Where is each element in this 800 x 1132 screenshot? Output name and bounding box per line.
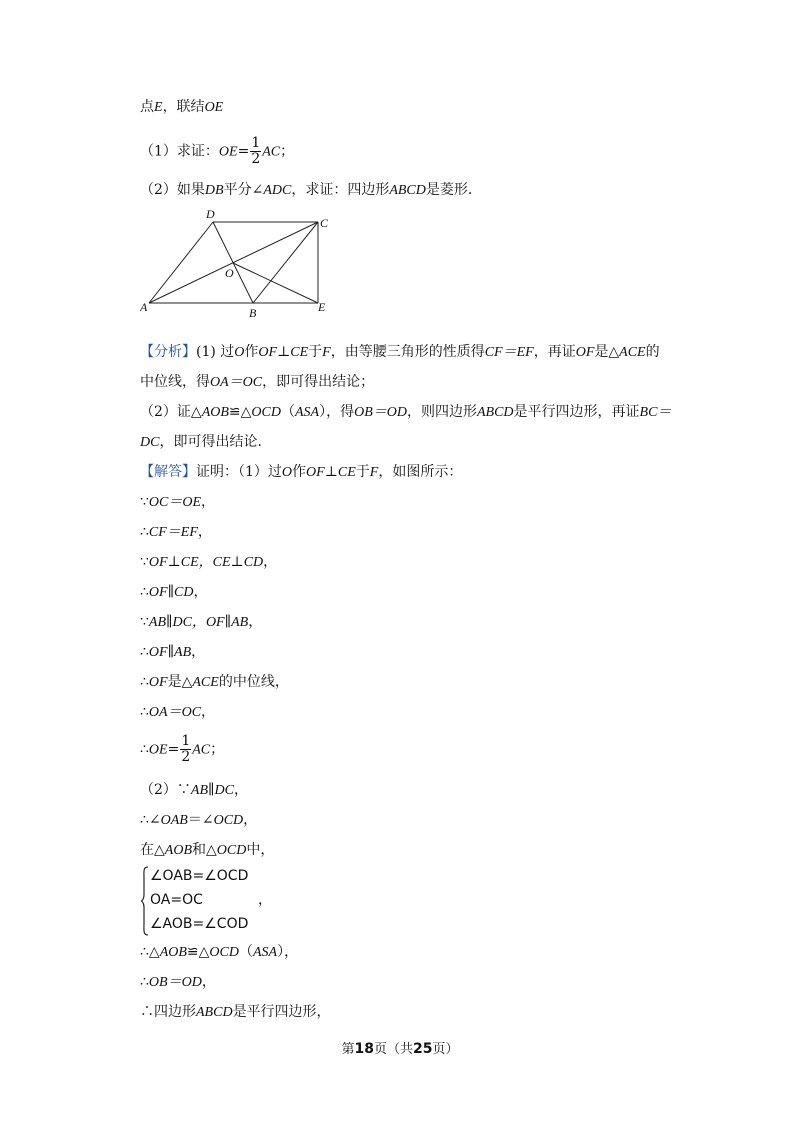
part-2-line-3: 在△AOB和△OCD中， <box>140 842 275 858</box>
label-a: A <box>140 300 148 314</box>
segment-oe <box>233 263 318 303</box>
solution-line-1: 【解答】证明：（1）过O作OF⊥CE于F，如图所示： <box>140 464 463 480</box>
segment-ad <box>149 222 213 303</box>
fraction-half: $\frac{1}{2}$ <box>251 135 261 167</box>
label-e: E <box>318 300 326 314</box>
question-1: （1）求证：OE= $\frac{1}{2}$ AC； <box>140 135 295 167</box>
segment-bc <box>253 222 318 303</box>
analysis-line-1: 【分析】(1) 过O作OF⊥CE于F，由等腰三角形的性质得CF＝EF，再证OF是△ACE的 <box>140 344 660 360</box>
analysis-line-3: （2）证△AOB≌△OCD（ASA），得OB＝OD，则四边形ABCD是平行四边形，再证BC＝ <box>140 404 672 420</box>
label-o: O <box>225 266 234 280</box>
step-9: ∴OE= $\frac{1}{2}$ AC； <box>140 733 225 765</box>
part-2-line-6: ∴四边形ABCD是平行四边形， <box>140 1004 331 1020</box>
part-2-line-1: （2）∵AB∥DC， <box>140 782 248 798</box>
step-3: ∵OF⊥CE，CE⊥CD， <box>140 554 278 570</box>
page-total: 25 <box>413 1041 433 1057</box>
system-row-3: ∠AOB=∠COD <box>150 916 249 932</box>
question-2: （2）如果DB平分∠ADC，求证：四边形ABCD是菱形． <box>140 182 482 198</box>
step-4: ∴OF∥CD， <box>140 584 208 600</box>
analysis-line-2: 中位线，得OA＝OC，即可得出结论； <box>140 374 375 390</box>
label-c: C <box>320 216 329 230</box>
step-7: ∴OF是△ACE的中位线， <box>140 674 289 690</box>
geometry-figure <box>140 205 340 325</box>
step-2: ∴CF＝EF， <box>140 524 212 540</box>
step-5: ∵AB∥DC，OF∥AB， <box>140 614 263 630</box>
page-footer: 第18页（共25页） <box>341 1041 459 1057</box>
fraction-half: $\frac{1}{2}$ <box>181 733 191 765</box>
system-row-2: OA=OC <box>150 892 203 908</box>
label-d: D <box>206 207 215 221</box>
system-comma: ， <box>258 892 272 908</box>
part-2-line-2: ∴∠OAB＝∠OCD， <box>140 812 258 828</box>
part-2-line-5: ∴OB＝OD， <box>140 974 216 990</box>
solution-tag: 【解答】 <box>140 464 196 480</box>
step-8: ∴OA＝OC， <box>140 704 216 720</box>
segment-db <box>213 222 253 303</box>
part-2-line-4: ∴△AOB≌△OCD（ASA）， <box>140 944 299 960</box>
analysis-tag: 【分析】 <box>140 344 196 360</box>
intro-line: 点E，联结OE <box>140 99 224 115</box>
analysis-line-4: DC，即可得出结论． <box>140 434 272 450</box>
system-row-1: ∠OAB=∠OCD <box>150 868 249 884</box>
left-brace-icon <box>140 865 150 937</box>
equation-system <box>140 865 320 937</box>
label-b: B <box>249 306 257 320</box>
step-6: ∴OF∥AB， <box>140 644 206 660</box>
page-number: 18 <box>354 1041 374 1057</box>
step-1: ∵OC＝OE， <box>140 494 216 510</box>
